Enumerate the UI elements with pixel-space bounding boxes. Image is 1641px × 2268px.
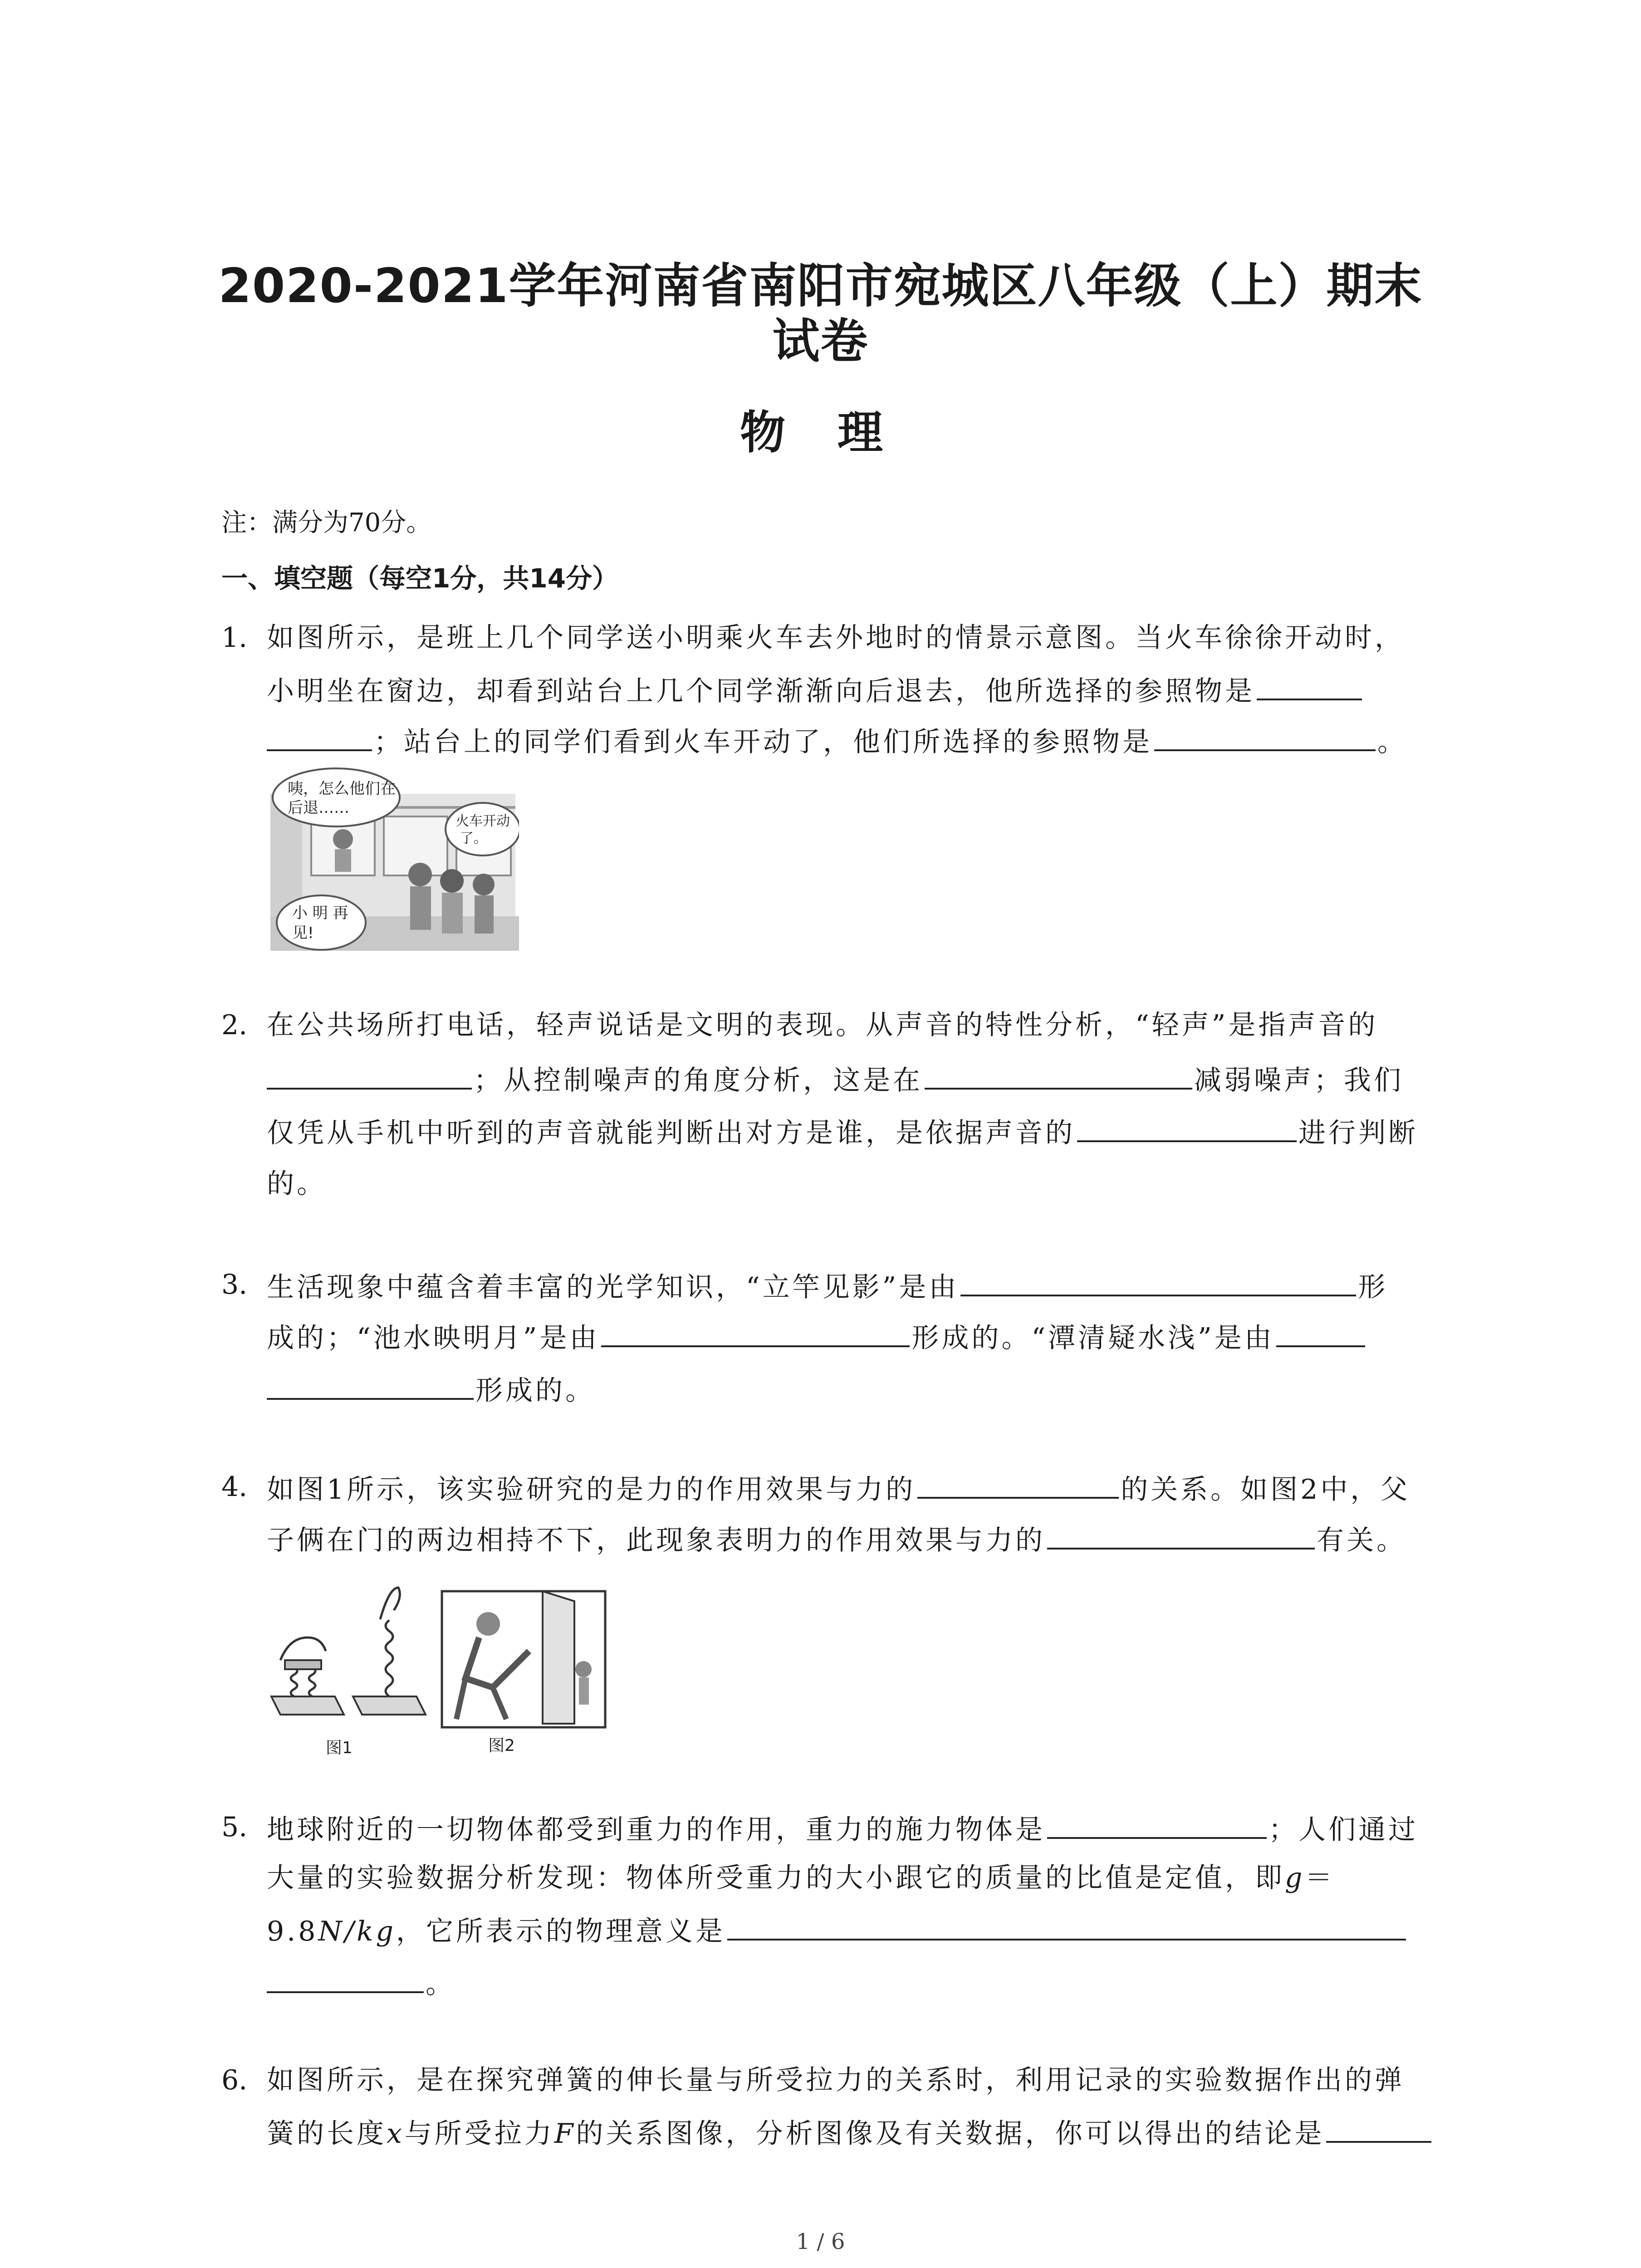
q6-line2-mid: 与所受拉力 [404, 2118, 554, 2150]
q6-line2-end: 的关系图像，分析图像及有关数据，你可以得出的结论是 [576, 2118, 1325, 2150]
q4-line2-end: 有关。 [1317, 1525, 1406, 1556]
subject-title: 物 理 [740, 406, 901, 459]
door-push-figure [438, 1588, 611, 1760]
q5-line2-text: 大量的实验数据分析发现：物体所受重力的大小跟它的质量的比值是定值，即 [267, 1862, 1285, 1894]
answer-blank[interactable] [960, 1267, 1356, 1296]
answer-blank[interactable] [727, 1911, 1406, 1941]
question-number: 2. [221, 1009, 248, 1041]
q2-line3-text: 仅凭从手机中听到的声音就能判断出对方是谁，是依据声音的 [267, 1117, 1075, 1149]
q1-line1: 如图所示，是班上几个同学送小明乘火车去外地时的情景示意图。当火车徐徐开动时， [267, 622, 1405, 654]
q4-line2 [267, 1520, 1406, 1558]
equals-sign: ＝ [1305, 1862, 1335, 1894]
question-number: 1. [221, 622, 248, 654]
q3-line1-text: 生活现象中蕴含着丰富的光学知识，“立竿见影”是由 [267, 1271, 959, 1303]
answer-blank[interactable] [267, 722, 372, 751]
q2-line2-end: 减弱噪声；我们 [1194, 1065, 1404, 1096]
answer-blank[interactable] [267, 1371, 474, 1400]
q4-line1 [267, 1470, 1410, 1507]
q6-line2-text: 簧的长度 [267, 2118, 387, 2150]
q2-line4: 的。 [267, 1168, 327, 1200]
question-number: 5. [221, 1811, 248, 1843]
question-number: 6. [221, 2064, 248, 2096]
q3-line1 [267, 1267, 1388, 1305]
q2-line2-text: ；从控制噪声的角度分析，这是在 [474, 1065, 923, 1096]
answer-blank[interactable] [1154, 722, 1376, 751]
answer-blank[interactable] [1257, 671, 1362, 700]
q2-line3 [267, 1113, 1418, 1150]
q3-line1-end: 形 [1358, 1271, 1388, 1303]
spring-press-figure [267, 1583, 430, 1760]
train-station-figure [270, 767, 519, 951]
question-number: 4. [221, 1471, 248, 1503]
q5-value: 9.8 [267, 1916, 318, 1947]
q5-line1-end: ；人们通过 [1269, 1814, 1418, 1846]
answer-blank[interactable] [1077, 1113, 1297, 1142]
q5-unit: N/kg [318, 1916, 396, 1947]
score-note: 注：满分为70分。 [221, 508, 432, 538]
q1-line3-text: ；站台上的同学们看到火车开动了，他们所选择的参照物是 [374, 726, 1152, 758]
answer-blank[interactable] [1326, 2114, 1431, 2143]
bubble-right-line1: 火车开动 [456, 813, 510, 829]
q5-line1-text: 地球附近的一切物体都受到重力的作用，重力的施力物体是 [267, 1814, 1045, 1846]
q1-line2-text: 小明坐在窗边，却看到站台上几个同学渐渐向后退去，他所选择的参照物是 [267, 675, 1255, 707]
q4-line2-text: 子俩在门的两边相持不下，此现象表明力的作用效果与力的 [267, 1525, 1045, 1556]
q2-line1: 在公共场所打电话，轻声说话是文明的表现。从声音的特性分析，“轻声”是指声音的 [267, 1009, 1378, 1041]
answer-blank[interactable] [925, 1061, 1192, 1090]
fig1-label: 图1 [326, 1739, 353, 1757]
q3-line2-mid: 形成的。“潭清疑水浅”是由 [911, 1322, 1274, 1354]
gravity-symbol: g [1285, 1862, 1305, 1894]
q5-line3 [267, 1911, 1408, 1949]
bubble-left-line2: 后退…… [288, 799, 349, 817]
q6-line2 [267, 2114, 1433, 2151]
q5-line4 [267, 1964, 456, 2001]
answer-blank[interactable] [917, 1470, 1119, 1499]
q2-line3-end: 进行判断 [1298, 1117, 1418, 1149]
answer-blank[interactable] [267, 1964, 424, 1993]
q1-line3-end: 。 [1377, 726, 1407, 758]
page-title-line1: 2020-2021学年河南省南阳市宛城区八年级（上）期末 [218, 258, 1423, 313]
q4-line1-text: 如图1所示，该实验研究的是力的作用效果与力的 [267, 1474, 916, 1505]
length-symbol: x [387, 2118, 405, 2150]
answer-blank[interactable] [1276, 1318, 1365, 1347]
q1-line3 [267, 722, 1407, 759]
answer-blank[interactable] [1047, 1810, 1267, 1839]
q3-line2 [267, 1318, 1367, 1355]
q3-line3-text: 形成的。 [475, 1375, 595, 1407]
page-number: 1 / 6 [796, 2229, 845, 2254]
q3-line3 [267, 1371, 595, 1408]
bubble-bottom-line1: 小 明 再 [292, 904, 348, 922]
bubble-left-line1: 咦，怎么他们在 [288, 780, 396, 798]
fig2-label: 图2 [488, 1736, 515, 1755]
q3-line2-text: 成的；“池水映明月”是由 [267, 1322, 600, 1354]
force-symbol: F [554, 2118, 576, 2150]
q1-line2 [267, 671, 1364, 709]
bubble-right-line2: 了。 [460, 831, 487, 846]
page-title-line2: 试卷 [772, 313, 869, 369]
q4-line1-end: 的关系。如图2中，父 [1121, 1474, 1411, 1505]
q6-line1: 如图所示，是在探究弹簧的伸长量与所受拉力的关系时，利用记录的实验数据作出的弹 [267, 2064, 1405, 2096]
answer-blank[interactable] [1047, 1520, 1315, 1549]
q5-line2 [267, 1861, 1335, 1895]
q2-line2 [267, 1061, 1404, 1098]
section-heading: 一、填空题（每空1分，共14分） [221, 563, 619, 594]
answer-blank[interactable] [267, 1061, 472, 1090]
q5-line3-text: ，它所表示的物理意义是 [396, 1916, 725, 1947]
answer-blank[interactable] [601, 1318, 910, 1347]
question-number: 3. [221, 1269, 248, 1300]
q5-line1 [267, 1810, 1418, 1847]
bubble-bottom-line2: 见! [292, 924, 314, 942]
q5-line4-end: 。 [426, 1968, 456, 2000]
